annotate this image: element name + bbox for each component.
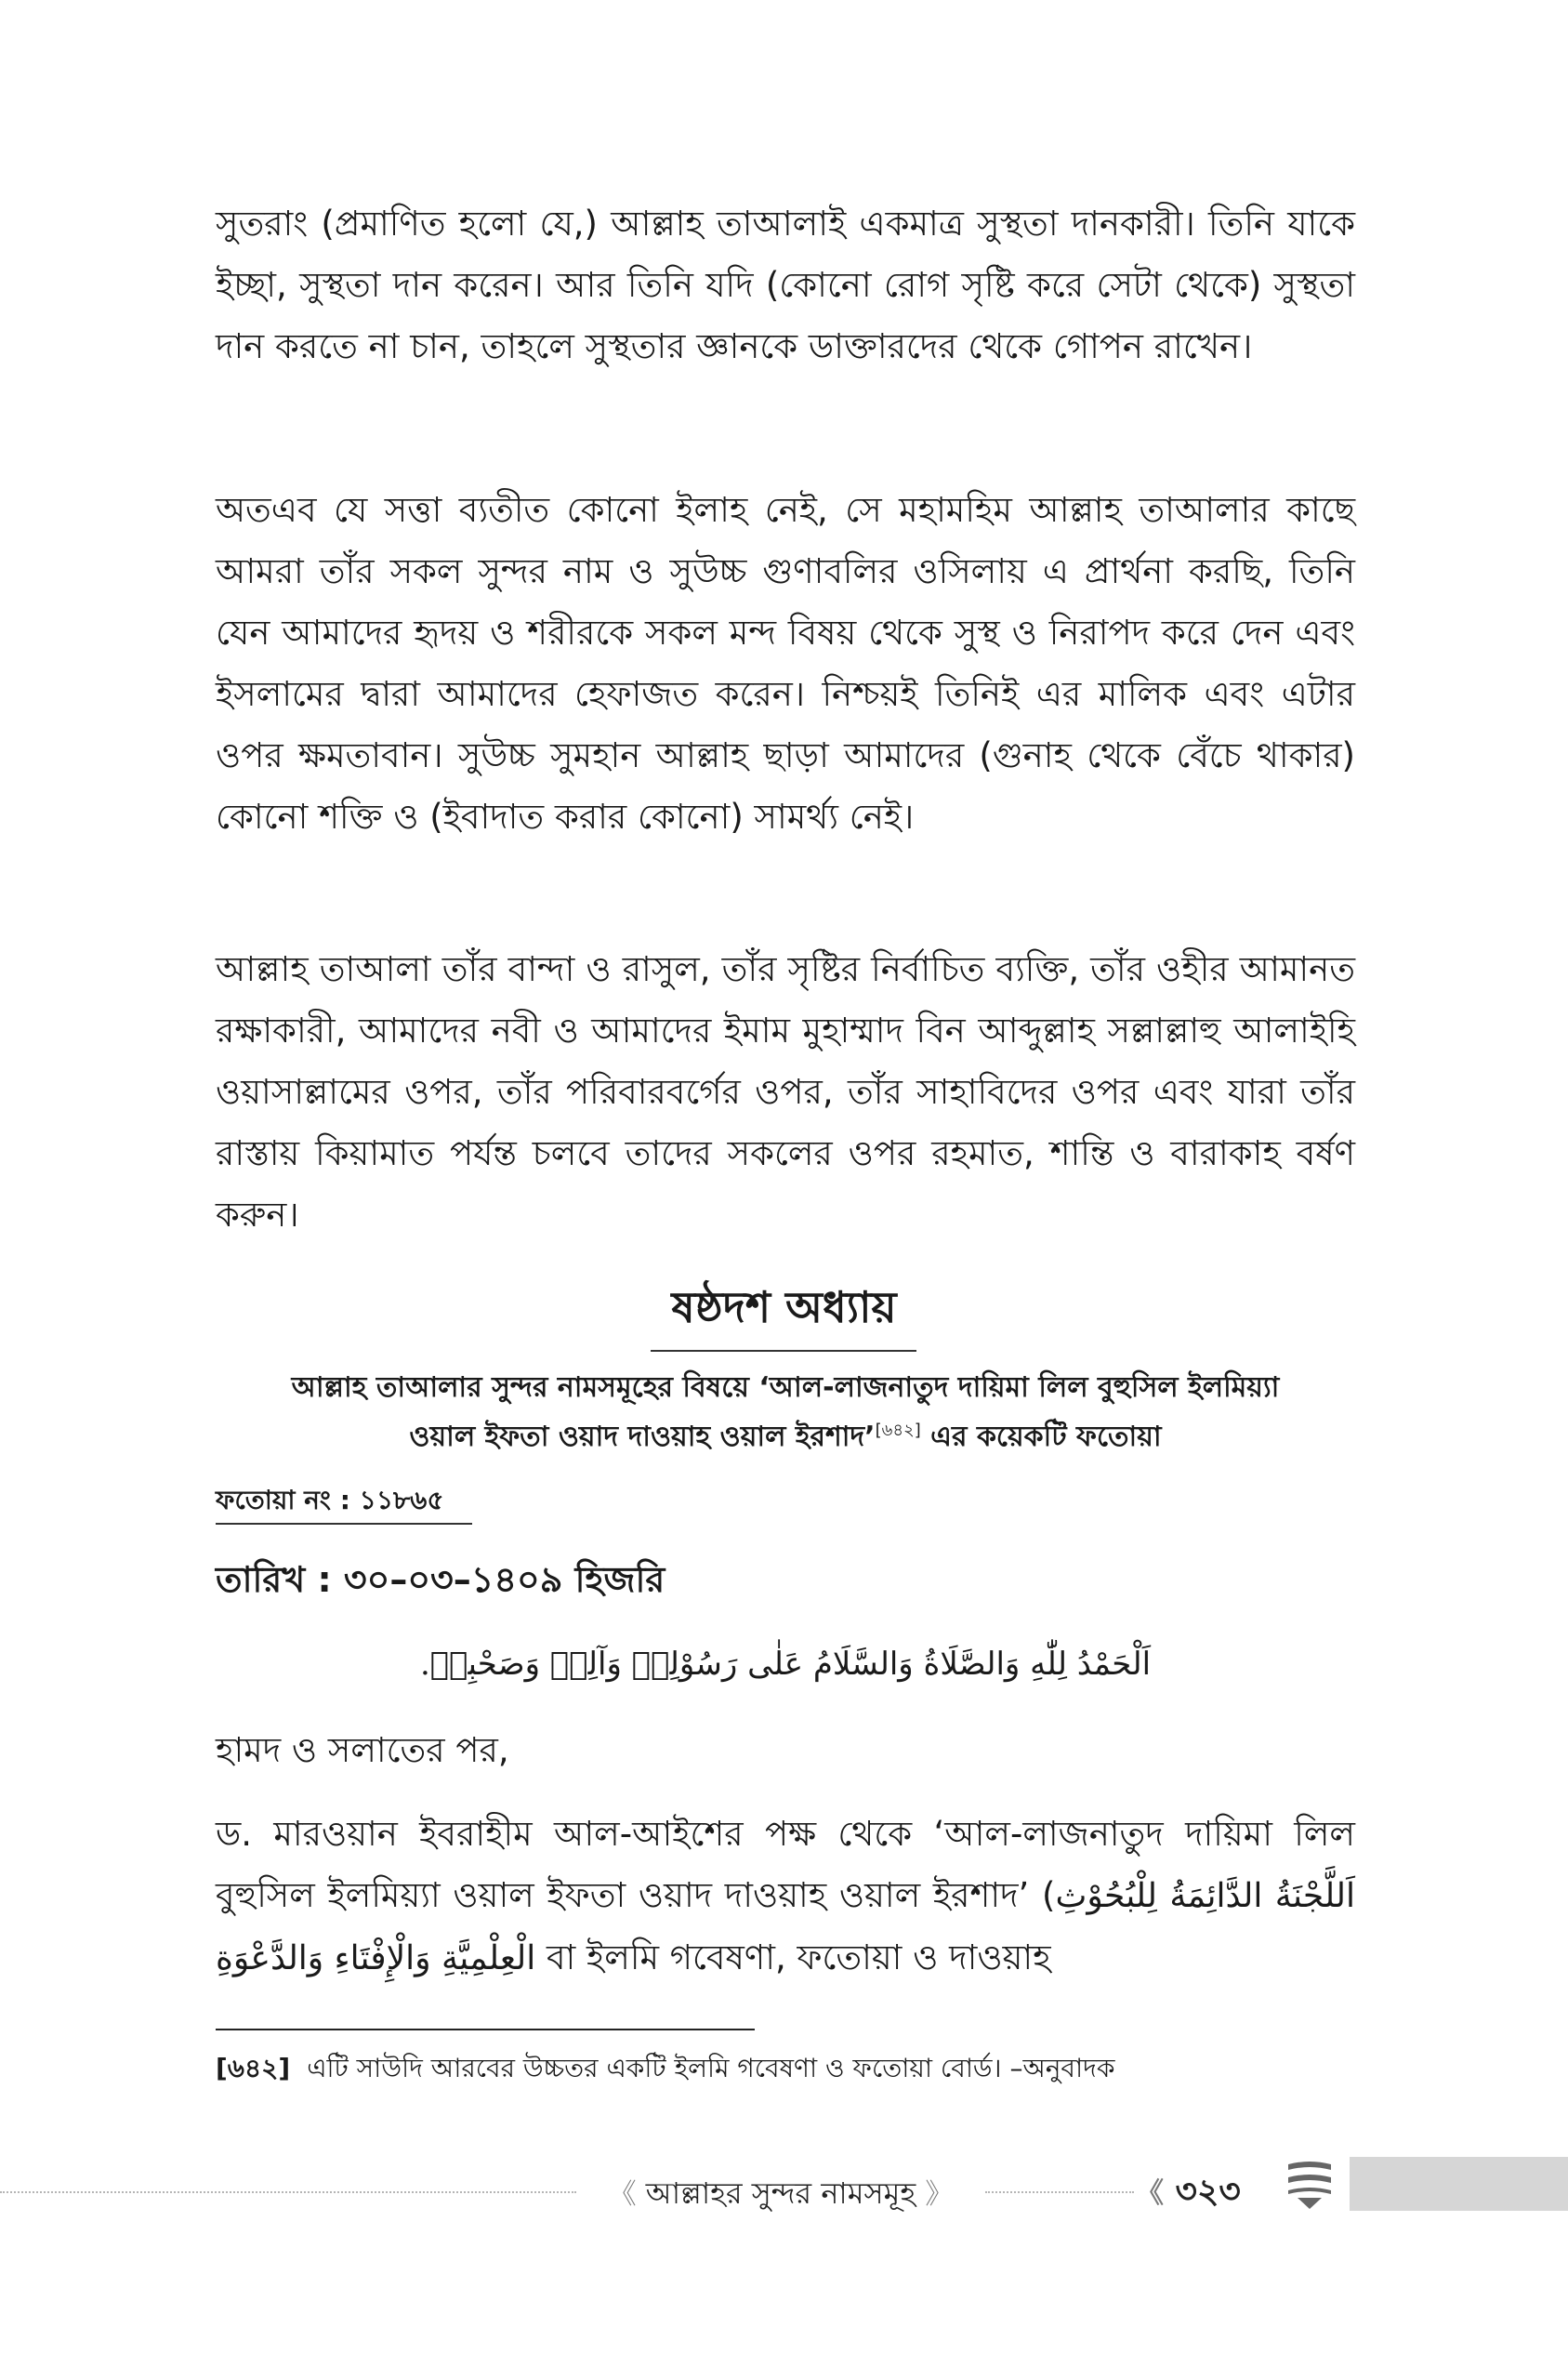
fatwa-date: তারিখ : ৩০–০৩–১৪০৯ হিজরি: [216, 1559, 665, 1600]
book-emblem-icon: [1285, 2157, 1335, 2211]
footnote-ref[interactable]: [৬৪২]: [875, 1421, 921, 1440]
chapter-title: ষষ্ঠদশ অধ্যায়: [671, 1282, 897, 1332]
chevron-right-icon: 》: [925, 2178, 954, 2211]
arabic-opening: اَلْحَمْدُ لِلّٰهِ وَالصَّلَاةُ وَالسَّلَامُ عَلٰى رَسُوْلِهٖ وَآلِهٖ وَصَحْبِهٖ.: [419, 1646, 1152, 1683]
footer-book-title: [578, 2170, 983, 2220]
chevron-page-icon: 《: [1136, 2177, 1164, 2210]
page-number: [1136, 2166, 1241, 2222]
footer-gray-bar: [1350, 2157, 1568, 2211]
footer-dotted-line-left: [0, 2191, 576, 2193]
footnote: [216, 2050, 1355, 2087]
paragraph-salawat: আল্লাহ তাআলা তাঁর বান্দা ও রাসুল, তাঁর সৃষ্টির নির্বাচিত ব্যক্তি, তাঁর ওহীর আমানত রক্ষাকারী, আমাদের নবী ও আমাদের ইমাম মুহাম্মাদ বিন আব্দুল্লাহ সল্লাল্লাহু আলাইহি ওয়াসাল্লামের ওপর, তাঁর পরিবারবর্গের ওপর, তাঁর সাহাবিদের ওপর এবং যারা তাঁর রাস্তায় কিয়ামাত পর্যন্ত চলবে তাদের সকলের ওপর রহমাত, শান্তি ও বারাকাহ বর্ষণ করুন।: [216, 949, 1355, 1235]
chapter-subtitle-line2-b: এর কয়েকটি ফতোয়া: [920, 1421, 1162, 1453]
footnote-text: এটি সাউদি আরবের উচ্চতর একটি ইলমি গবেষণা ও ফতোয়া বোর্ড। –অনুবাদক: [307, 2053, 1115, 2083]
paragraph-after-praise: হামদ ও সলাতের পর,: [216, 1730, 509, 1770]
fatwa-number: ফতোয়া নং : ১১৮৬৫: [216, 1485, 444, 1515]
page-number-text: ৩২৩: [1175, 2173, 1241, 2211]
chapter-subtitle-line1: আল্লাহ তাআলার সুন্দর নামসমূহের বিষয়ে ‘আল-লাজনাতুদ দায়িমা লিল বুহুসিল ইলমিয়্যা: [291, 1371, 1280, 1404]
chapter-subtitle: [216, 1367, 1355, 1459]
question-intro-text-a: ড. মারওয়ান ইবরাহীম আল-আইশের পক্ষ থেকে ‘আল-লাজনাতুদ দায়িমা লিল বুহুসিল ইলমিয়্যা ওয়াল ইফতা ওয়াদ দাওয়াহ ওয়াল ইরশাদ’ (: [216, 1814, 1355, 1915]
fatwa-divider: [216, 1523, 472, 1525]
chevron-left-icon: 《: [608, 2178, 637, 2211]
footnote-divider: [216, 2029, 755, 2030]
paragraph-question-intro: [216, 1804, 1355, 1990]
chapter-subtitle-line2: [216, 1409, 1355, 1459]
paragraph-supplication: অতএব যে সত্তা ব্যতীত কোনো ইলাহ নেই, সে মহামহিম আল্লাহ তাআলার কাছে আমরা তাঁর সকল সুন্দর নাম ও সুউচ্চ গুণাবলির ওসিলায় এ প্রার্থনা করছি, তিনি যেন আমাদের হৃদয় ও শরীরকে সকল মন্দ বিষয় থেকে সুস্থ ও নিরাপদ করে দেন এবং ইসলামের দ্বারা আমাদের হেফাজত করেন। নিশ্চয়ই তিনিই এর মালিক এবং এটার ওপর ক্ষমতাবান। সুউচ্চ সুমহান আল্লাহ ছাড়া আমাদের (গুনাহ থেকে বেঁচে থাকার) কোনো শক্তি ও (ইবাদাত করার কোনো) সামর্থ্য নেই।: [216, 490, 1355, 837]
paragraph-healing: সুতরাং (প্রমাণিত হলো যে,) আল্লাহ তাআলাই একমাত্র সুস্থতা দানকারী। তিনি যাকে ইচ্ছা, সুস্থতা দান করেন। আর তিনি যদি (কোনো রোগ সৃষ্টি করে সেটা থেকে) সুস্থতা দান করতে না চান, তাহলে সুস্থতার জ্ঞানকে ডাক্তারদের থেকে গোপন রাখেন।: [216, 204, 1355, 366]
footer-title-text: আল্লাহর সুন্দর নামসমূহ: [645, 2175, 916, 2211]
chapter-subtitle-line2-a: ওয়াল ইফতা ওয়াদ দাওয়াহ ওয়াল ইরশাদ’: [409, 1421, 876, 1453]
footnote-number: [৬৪২]: [216, 2053, 291, 2083]
question-intro-text-b: বা ইলমি গবেষণা, ফতোয়া ও দাওয়াহ: [535, 1937, 1051, 1977]
arabic-committee-name: اَللَّجْنَةُ الدَّائِمَةُ لِلْبُحُوْثِ الْعِلْمِيَّةِ وَالْإِفْتَاءِ وَالدَّعْوَةِ: [216, 1877, 1355, 1977]
footer-dotted-line-mid: [985, 2191, 1134, 2193]
chapter-divider: [651, 1350, 916, 1352]
